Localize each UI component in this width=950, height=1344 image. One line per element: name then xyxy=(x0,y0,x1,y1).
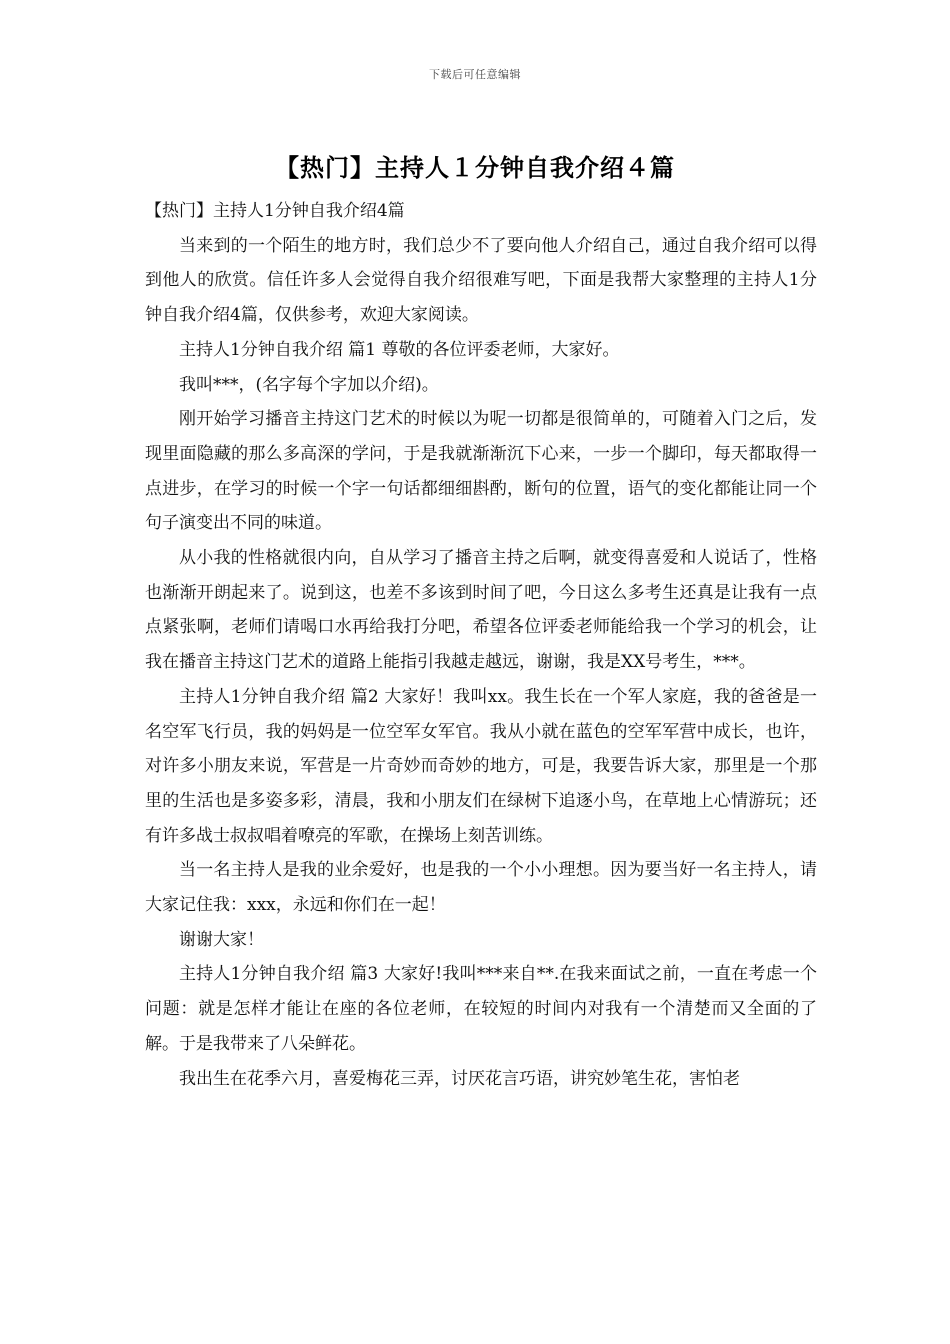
page-header-note: 下载后可任意编辑 xyxy=(429,68,521,81)
paragraph-thanks: 谢谢大家！ xyxy=(179,929,264,950)
paragraph-personality: 从小我的性格就很内向，自从学习了播音主持之后啊，就变得喜爱和人说话了，性格也渐渐开朗起来了。说到这，也差不多该到时间了吧，今日这么多考生还真是让我有一点点紧张啊，老师们请喝口水再给我打分吧，希望各位评委老师能给我一个学习的机会，让我在播音主持这门艺术的道路上能指引我越走越远，谢谢，我是XX号考生，***。 xyxy=(145,548,817,673)
document-body xyxy=(145,194,817,1096)
paragraph-flowers: 我出生在花季六月，喜爱梅花三弄，讨厌花言巧语，讲究妙笔生花，害怕老 xyxy=(179,1068,740,1089)
document-title: 【热门】主持人１分钟自我介绍４篇 xyxy=(275,154,675,182)
paragraph-study: 刚开始学习播音主持这门艺术的时候以为呢一切都是很简单的，可随着入门之后，发现里面隐藏的那么多高深的学问，于是我就渐渐沉下心来，一步一个脚印，每天都取得一点进步，在学习的时候一个字一句话都细细斟酌，断句的位置，语气的变化都能让同一个句子演变出不同的味道。 xyxy=(145,409,817,534)
paragraph-intro: 当来到的一个陌生的地方时，我们总少不了要向他人介绍自己，通过自我介绍可以得到他人的欣赏。信任许多人会觉得自我介绍很难写吧，下面是我帮大家整理的主持人1分钟自我介绍4篇，仅供参考，欢迎大家阅读。 xyxy=(145,235,817,326)
paragraph-name: 我叫***，(名字每个字加以介绍)。 xyxy=(179,374,439,395)
document-subtitle: 【热门】主持人1分钟自我介绍4篇 xyxy=(145,201,405,221)
paragraph-section2: 主持人1分钟自我介绍 篇2 大家好！我叫xx。我生长在一个军人家庭，我的爸爸是一名空军飞行员，我的妈妈是一位空军女军官。我从小就在蓝色的空军军营中成长，也许，对许多小朋友来说，军营是一片奇妙而奇妙的地方，可是，我要告诉大家，那里是一个那里的生活也是多姿多彩，清晨，我和小朋友们在绿树下追逐小鸟，在草地上心情游玩；还有许多战士叔叔唱着嘹亮的军歌，在操场上刻苦训练。 xyxy=(145,686,817,846)
paragraph-section3: 主持人1分钟自我介绍 篇3 大家好!我叫***来自**.在我来面试之前，一直在考虑一个问题：就是怎样才能让在座的各位老师，在较短的时间内对我有一个清楚而又全面的了解。于是我带来了八朵鲜花。 xyxy=(145,964,817,1054)
paragraph-dream: 当一名主持人是我的业余爱好，也是我的一个小小理想。因为要当好一名主持人，请大家记住我：xxx，永远和你们在一起！ xyxy=(145,860,817,916)
paragraph-section1-heading: 主持人1分钟自我介绍 篇1 尊敬的各位评委老师，大家好。 xyxy=(179,339,620,360)
